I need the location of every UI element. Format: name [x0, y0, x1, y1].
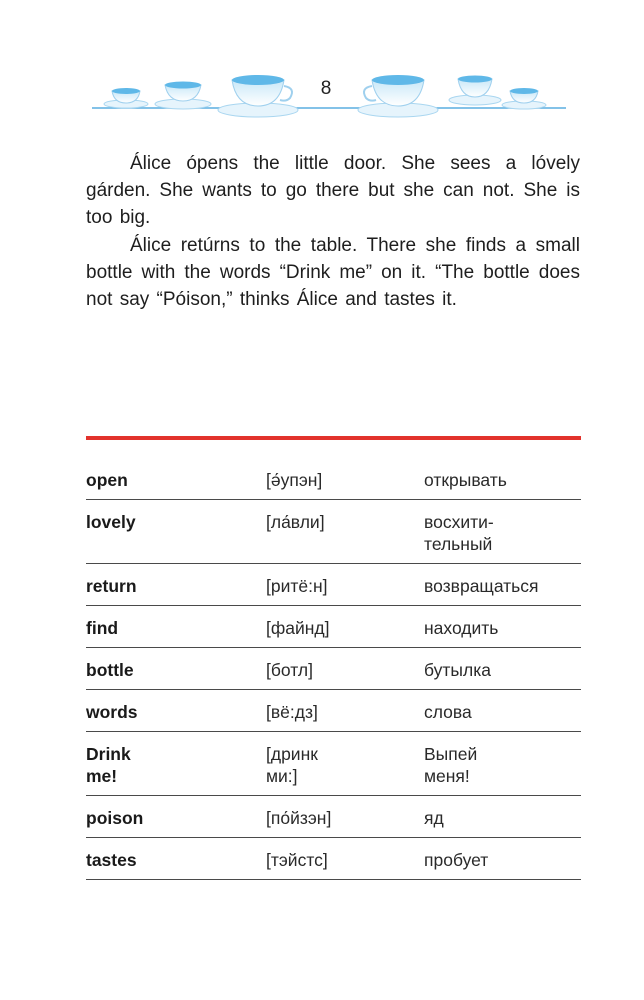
vocabulary-row: [86, 690, 581, 732]
story-text: [86, 150, 580, 313]
vocab-transcription: [ла́вли]: [266, 512, 325, 532]
vocab-word: bottle: [86, 660, 134, 680]
teacup-icon: [155, 82, 211, 110]
vocab-translation: пробует: [424, 850, 489, 870]
vocab-translation: яд: [424, 808, 444, 828]
vocab-transcription: [ǝ́упэн]: [266, 470, 323, 490]
vocab-word: find: [86, 618, 119, 638]
vocab-translation: находить: [424, 618, 499, 638]
page-number: 8: [320, 78, 332, 99]
teacup-icon: [218, 75, 298, 117]
vocabulary-row: [86, 458, 581, 500]
vocabulary-row: [86, 606, 581, 648]
vocab-translation: открывать: [424, 470, 507, 490]
vocabulary-row: [86, 648, 581, 690]
vocab-transcription: [дринк ми:]: [266, 744, 318, 786]
vocabulary-row: [86, 796, 581, 838]
vocab-translation: возвращаться: [424, 576, 539, 596]
vocab-word: tastes: [86, 850, 137, 870]
vocab-translation: бутылка: [424, 660, 491, 680]
teacup-icon: [358, 75, 438, 117]
vocab-translation: восхити- тельный: [424, 512, 494, 554]
vocab-word: lovely: [86, 512, 136, 532]
vocab-word: return: [86, 576, 137, 596]
vocabulary-separator: [86, 436, 581, 440]
page-header: [0, 0, 644, 130]
vocab-transcription: [ритё:н]: [266, 576, 328, 596]
vocabulary-table: [86, 458, 581, 880]
teacup-icon: [502, 88, 546, 109]
vocab-word: poison: [86, 808, 144, 828]
teacup-icon: [104, 88, 148, 108]
vocab-transcription: [вё:дз]: [266, 702, 318, 722]
story-paragraph: Álice retúrns to the table. There she finds a small bottle with the words “Drink me” on it. “The bottle does not say “Póison,” thinks Álice and tastes it.: [86, 234, 580, 311]
vocabulary-row: [86, 838, 581, 880]
vocab-transcription: [по́йзэн]: [266, 808, 332, 828]
teacups-decoration: [0, 0, 644, 130]
story-paragraph: Álice ópens the little door. She sees a lóvely gárden. She wants to go there but she can not. She is too big.: [86, 153, 580, 229]
vocab-transcription: [файнд]: [266, 618, 330, 638]
vocabulary-row: [86, 732, 581, 796]
vocab-translation: Выпей меня!: [424, 744, 478, 786]
vocab-translation: слова: [424, 702, 472, 722]
vocab-transcription: [тэйстс]: [266, 850, 328, 870]
vocab-word: Drink me!: [86, 744, 131, 786]
vocabulary-row: [86, 500, 581, 564]
vocab-word: words: [86, 702, 138, 722]
vocab-word: open: [86, 470, 128, 490]
vocabulary-row: [86, 564, 581, 606]
vocab-transcription: [ботл]: [266, 660, 313, 680]
teacup-icon: [449, 76, 501, 106]
